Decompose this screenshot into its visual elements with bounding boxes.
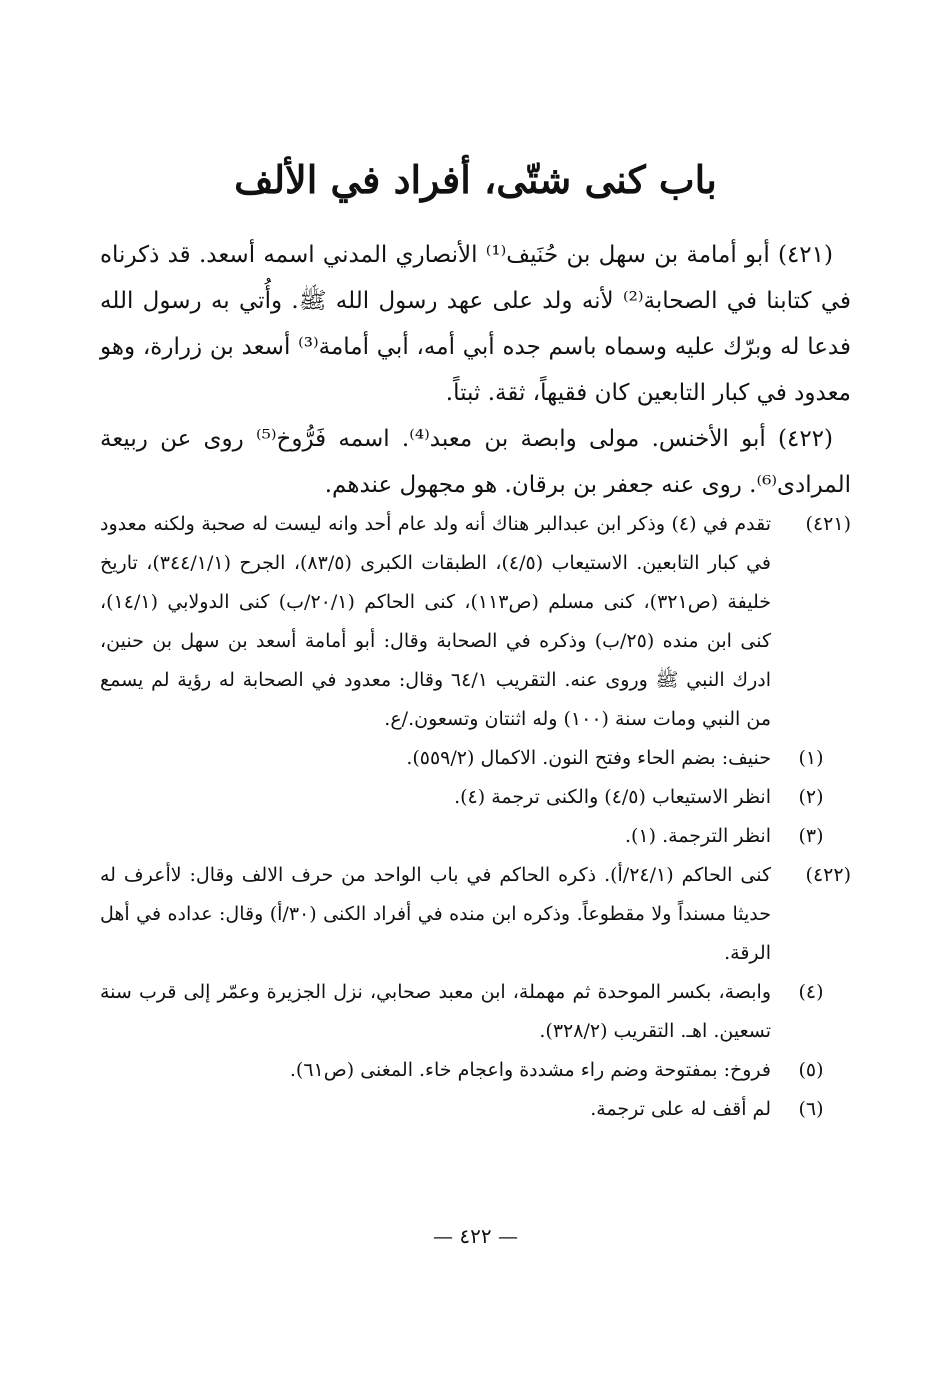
footnote-number: (٤٢١) — [805, 513, 851, 535]
footnote-text: كنى الحاكم (٢٤/١/أ). ذكره الحاكم في باب الواحد من حرف الالف وقال: لاأعرف له حديثا مسنداً ولا مقطوعاً. وذكره ابن منده في أفراد الكنى (٣٠/أ) وقال: عداده في أهل الرقة. — [100, 864, 771, 964]
footnote-number: (٤٢٢) — [805, 864, 851, 886]
footnote-421 — [100, 505, 851, 739]
footnote-number: (٥) — [798, 1059, 824, 1081]
footnote-2 — [100, 778, 851, 817]
footnotes — [100, 505, 851, 1129]
footnote-4 — [100, 973, 851, 1051]
footnote-text: وابصة، بكسر الموحدة ثم مهملة، ابن معبد صحابي، نزل الجزيرة وعمّر إلى قرب سنة تسعين. اهـ. التقريب (٣٢٨/٢). — [100, 981, 771, 1042]
entry-422: (٤٢٢) أبو الأخنس. مولى وابصة بن معبد⁽⁴⁾. اسمه فَرُّوخ⁽⁵⁾ روى عن ربيعة المرادى⁽⁶⁾. روى عنه جعفر بن برقان. هو مجهول عندهم. — [100, 426, 851, 498]
footnote-text: فروخ: بمفتوحة وضم راء مشددة واعجام خاء. المغنى (ص٦١). — [289, 1059, 771, 1081]
footnote-text: انظر الترجمة. (١). — [624, 825, 771, 847]
footnote-number: (٣) — [798, 825, 824, 847]
main-text — [100, 232, 851, 508]
footnote-text: تقدم في (٤) وذكر ابن عبدالبر هناك أنه ولد عام أحد وانه ليست له صحبة ولكنه معدود في كبار التابعين. الاستيعاب (٤/٥)، الطبقات الكبرى (٨٣/٥)، الجرح (٣٤٤/١/١)، تاريخ خليفة (ص٣٢١)، كنى مسلم (ص١١٣)، كنى الحاكم (٢٠/١/ب) كنى الدولابي (١٤/١)، كنى ابن منده (٢٥/ب) وذكره في الصحابة وقال: أبو أمامة أسعد بن سهل بن حنين، ادرك النبي ﷺ وروى عنه. التقريب ٦٤/١ وقال: معدود في الصحابة له رؤية لم يسمع من النبي ومات سنة (١٠٠) وله اثنتان وتسعون./ع. — [100, 513, 772, 730]
footnote-number: (٦) — [798, 1098, 824, 1120]
footnote-3 — [100, 817, 851, 856]
footnote-text: انظر الاستيعاب (٤/٥) والكنى ترجمة (٤). — [454, 786, 771, 808]
footnote-number: (٢) — [798, 786, 824, 808]
entry-421: (٤٢١) أبو أمامة بن سهل بن حُنَيف⁽¹⁾ الأنصاري المدني اسمه أسعد. قد ذكرناه في كتابنا في الصحابة⁽²⁾ لأنه ولد على عهد رسول الله ﷺ. وأُتي به رسول الله فدعا له وبرّك عليه وسماه باسم جده أبي أمه، أبي أمامة⁽³⁾ أسعد بن زرارة، وهو معدود في كبار التابعين كان فقيهاً، ثقة. ثبتاً. — [100, 242, 851, 406]
page-number: — ٤٢٢ — — [433, 1224, 518, 1248]
footnote-5 — [100, 1051, 851, 1090]
footnote-number: (٤) — [798, 981, 824, 1003]
footnote-6 — [100, 1090, 851, 1129]
footnote-text: لم أقف له على ترجمة. — [590, 1098, 771, 1120]
footnote-1 — [100, 739, 851, 778]
chapter-title: باب كنى شتّى، أفراد في الألف — [234, 157, 717, 202]
book-page — [100, 0, 851, 1389]
footnote-422 — [100, 856, 851, 973]
footnote-number: (١) — [798, 747, 824, 769]
footnote-text: حنيف: بضم الحاء وفتح النون. الاكمال (٥٥٩/٢). — [406, 747, 771, 769]
